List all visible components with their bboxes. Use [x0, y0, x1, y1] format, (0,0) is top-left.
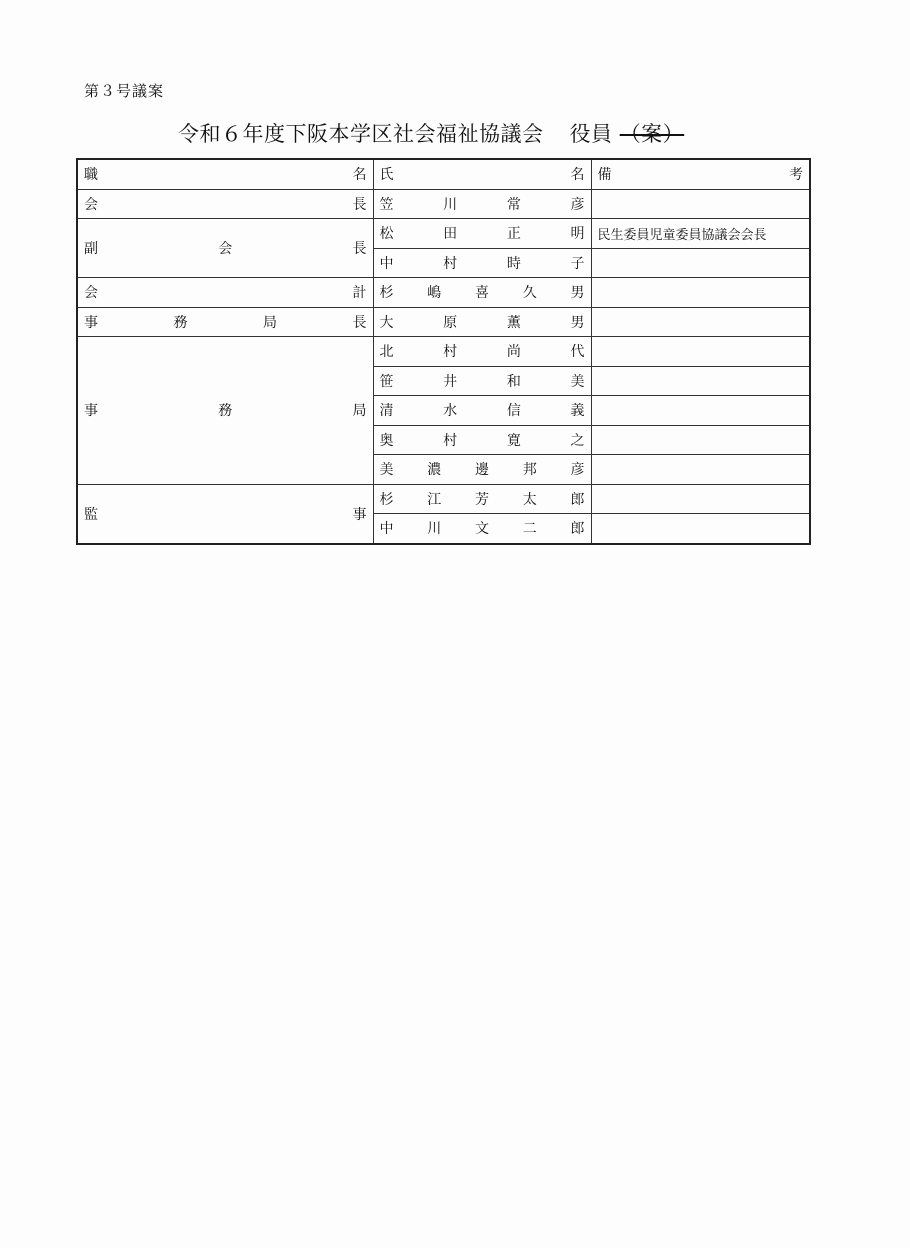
table-row: [77, 219, 810, 249]
title-sub: 役員: [569, 122, 613, 146]
member-name: 奥 村 寛 之: [379, 432, 585, 449]
member-name: 北 村 尚 代: [379, 344, 585, 361]
note-cell: [591, 484, 810, 514]
table-row: [77, 484, 810, 514]
name-cell: [373, 366, 591, 396]
title-struck-draft-mark: （案）: [619, 122, 685, 146]
note-cell: [591, 425, 810, 455]
title-main: 令和６年度下阪本学区社会福祉協議会: [178, 122, 544, 146]
document-title: [178, 118, 684, 148]
note-cell: [591, 337, 810, 367]
note-cell: [591, 189, 810, 219]
role-cell: [77, 278, 373, 308]
member-name: 松 田 正 明: [379, 226, 585, 243]
note-cell: [591, 307, 810, 337]
header-label-1: 職 名: [84, 167, 367, 184]
member-note: 民生委員児童委員協議会会長: [597, 227, 767, 243]
member-name: 笹 井 和 美: [379, 373, 585, 390]
role-label: 事 務 局 長: [84, 314, 367, 331]
table-row: [77, 307, 810, 337]
header-cell: [373, 159, 591, 189]
name-cell: [373, 307, 591, 337]
header-label-2: 氏 名: [379, 167, 585, 184]
role-label: 事 務 局: [84, 403, 367, 420]
table-row: [77, 189, 810, 219]
note-cell: [591, 219, 810, 249]
name-cell: [373, 219, 591, 249]
header-cell: [77, 159, 373, 189]
role-cell: [77, 189, 373, 219]
member-name: 清 水 信 義: [379, 403, 585, 420]
role-cell: [77, 307, 373, 337]
name-cell: [373, 337, 591, 367]
member-name: 杉 嶋 喜 久 男: [379, 285, 585, 302]
note-cell: [591, 366, 810, 396]
role-label: 副 会 長: [84, 241, 367, 257]
name-cell: [373, 278, 591, 308]
agenda-number: 第３号議案: [84, 82, 165, 100]
note-cell: [591, 514, 810, 544]
note-cell: [591, 248, 810, 278]
name-cell: [373, 455, 591, 485]
name-cell: [373, 425, 591, 455]
member-name: 中 村 時 子: [379, 255, 585, 272]
role-cell: [77, 484, 373, 544]
note-cell: [591, 455, 810, 485]
member-name: 笠 川 常 彦: [379, 196, 585, 213]
role-label: 会 長: [84, 196, 367, 213]
table-header-row: [77, 159, 810, 189]
role-cell: [77, 219, 373, 278]
header-cell: [591, 159, 810, 189]
member-name: 美 濃 邊 邦 彦: [379, 462, 585, 479]
role-label: 監 事: [84, 506, 367, 523]
name-cell: [373, 189, 591, 219]
member-name: 中 川 文 二 郎: [379, 521, 585, 538]
note-cell: [591, 396, 810, 426]
member-name: 杉 江 芳 太 郎: [379, 491, 585, 508]
role-cell: [77, 337, 373, 485]
table-row: [77, 337, 810, 367]
header-label-3: 備 考: [597, 167, 803, 184]
note-cell: [591, 278, 810, 308]
role-label: 会 計: [84, 285, 367, 302]
name-cell: [373, 484, 591, 514]
officer-table: [76, 158, 811, 545]
member-name: 大 原 薫 男: [379, 314, 585, 331]
name-cell: [373, 396, 591, 426]
name-cell: [373, 248, 591, 278]
name-cell: [373, 514, 591, 544]
table-row: [77, 278, 810, 308]
